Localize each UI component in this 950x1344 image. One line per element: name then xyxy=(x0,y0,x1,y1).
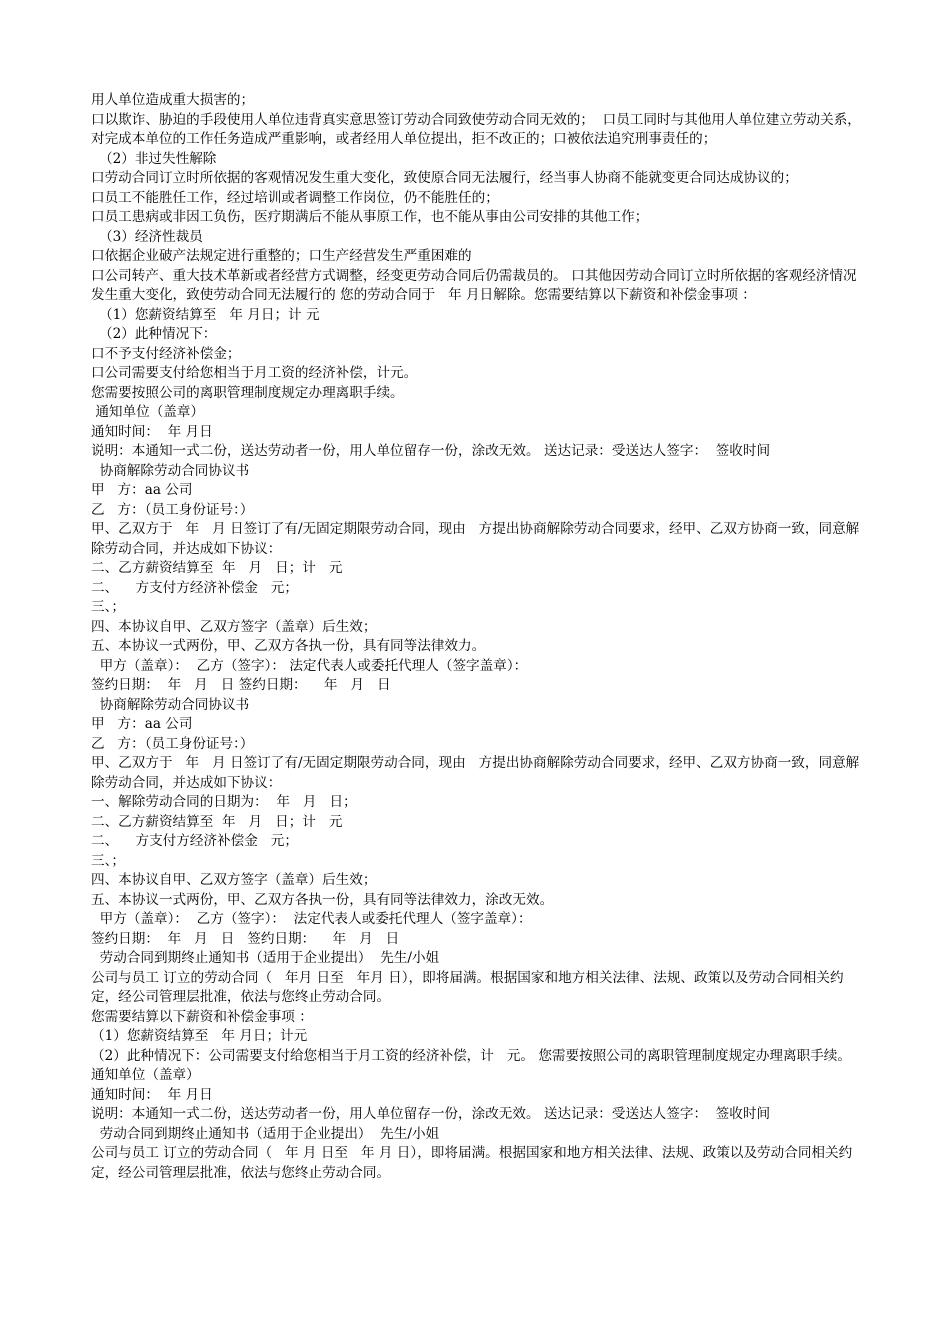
paragraph: 甲 方：aa 公司 xyxy=(91,716,193,732)
paragraph: （2）此种情况下：公司需要支付给您相当于月工资的经济补偿，计 元。 您需要按照公司的离职管理制度规定办理离职手续。 xyxy=(91,1047,851,1064)
document-page xyxy=(91,91,861,1183)
paragraph: （2）非过失性解除 xyxy=(99,150,217,167)
paragraph: 通知单位（盖章） xyxy=(91,404,205,420)
paragraph: 口以欺诈、胁迫的手段使用人单位违背真实意思签订劳动合同致使劳动合同无效的； 口员工同时与其他用人单位建立劳动关系，对完成本单位的工作任务造成严重影响，或者经用人单位提出，拒不改正的；口被依法追究刑事责任的； xyxy=(91,111,861,147)
paragraph: 一、解除劳动合同的日期为： 年 月 日； xyxy=(91,794,357,810)
paragraph: 说明：本通知一式二份，送达劳动者一份，用人单位留存一份，涂改无效。 送达记录：受送达人签字： 签收时间 xyxy=(91,443,771,459)
paragraph: 甲 方：aa 公司 xyxy=(91,482,193,498)
paragraph: 口依据企业破产法规定进行重整的；口生产经营发生严重困难的 xyxy=(91,248,472,264)
paragraph: 通知时间： 年 月日 xyxy=(91,1086,213,1103)
paragraph: 通知时间： 年 月日 xyxy=(91,423,213,440)
paragraph: 口员工不能胜任工作，经过培训或者调整工作岗位，仍不能胜任的； xyxy=(91,189,499,206)
paragraph: 乙 方：（员工身份证号：） xyxy=(91,735,254,752)
paragraph: 签约日期： 年 月 日 签约日期： 年 月 日 xyxy=(91,930,400,947)
paragraph: 劳动合同到期终止通知书（适用于企业提出） 先生/小姐 xyxy=(91,1125,440,1142)
paragraph: 甲方（盖章）： 乙方（签字）： 法定代表人或委托代理人（签字盖章）： xyxy=(91,657,528,674)
paragraph: 乙 方：（员工身份证号：） xyxy=(91,501,254,518)
paragraph: 用人单位造成重大损害的； xyxy=(91,92,255,108)
paragraph: 说明：本通知一式二份，送达劳动者一份，用人单位留存一份，涂改无效。 送达记录：受送达人签字： 签收时间 xyxy=(91,1106,771,1122)
paragraph: 您需要按照公司的离职管理制度规定办理离职手续。 xyxy=(91,384,404,401)
paragraph: 口不予支付经济补偿金； xyxy=(91,345,241,362)
paragraph: 签约日期： 年 月 日 签约日期： 年 月 日 xyxy=(91,677,391,693)
paragraph: 您需要结算以下薪资和补偿金事项 ： xyxy=(91,1008,313,1025)
paragraph: 四、本协议自甲、乙双方签字（盖章）后生效； xyxy=(91,872,377,888)
paragraph: 四、本协议自甲、乙双方签字（盖章）后生效； xyxy=(91,618,377,635)
paragraph: 二、 方支付方经济补偿金 元； xyxy=(91,579,298,596)
paragraph: 五、本协议一式两份，甲、乙双方各执一份，具有同等法律效力，涂改无效。 xyxy=(91,891,554,908)
paragraph: 公司与员工 订立的劳动合同（ 年 月 日至 年 月 日），即将届满。根据国家和地方相关法律、法规、政策以及劳动合同相关约定，经公司管理层批准，依法与您终止劳动合同。 xyxy=(91,1145,853,1181)
paragraph: 公司与员工 订立的劳动合同（ 年月 日至 年月 日），即将届满。根据国家和地方相关法律、法规、政策以及劳动合同相关约定，经公司管理层批准，依法与您终止劳动合同。 xyxy=(91,969,844,1005)
paragraph: 劳动合同到期终止通知书（适用于企业提出） 先生/小姐 xyxy=(91,950,440,966)
paragraph: 甲方（盖章）： 乙方（签字）： 法定代表人或委托代理人（签字盖章）： xyxy=(91,911,532,927)
paragraph: （2）此种情况下： xyxy=(99,326,217,342)
paragraph: 口公司需要支付给您相当于月工资的经济补偿，计元。 xyxy=(91,365,418,381)
paragraph: （3）经济性裁员 xyxy=(99,228,203,245)
paragraph: 五、本协议一式两份，甲、乙双方各执一份，具有同等法律效力。 xyxy=(91,638,486,654)
paragraph: 二、乙方薪资结算至 年 月 日；计 元 xyxy=(91,560,343,576)
paragraph: 口员工患病或非因工负伤，医疗期满后不能从事原工作，也不能从事由公司安排的其他工作； xyxy=(91,209,649,225)
paragraph: （1）您薪资结算至 年 月日；计元 xyxy=(91,1028,308,1044)
paragraph: 二、 方支付方经济补偿金 元； xyxy=(91,833,298,849)
paragraph: 协商解除劳动合同协议书 xyxy=(91,462,250,479)
paragraph: 口公司转产、重大技术革新或者经营方式调整，经变更劳动合同后仍需裁员的。 口其他因劳动合同订立时所依据的客观经济情况发生重大变化，致使劳动合同无法履行的 您的劳动合同于 年 月日解除。您需要结算以下薪资和补偿金事项 ： xyxy=(91,267,857,303)
paragraph: 三、； xyxy=(91,852,125,869)
paragraph: 甲、乙双方于 年 月 日签订了有/无固定期限劳动合同，现由 方提出协商解除劳动合同要求，经甲、乙双方协商一致，同意解除劳动合同，并达成如下协议： xyxy=(91,755,860,791)
paragraph: 三、； xyxy=(91,599,125,615)
paragraph: 甲、乙双方于 年 月 日签订了有/无固定期限劳动合同，现由 方提出协商解除劳动合同要求，经甲、乙双方协商一致，同意解除劳动合同，并达成如下协议： xyxy=(91,521,860,557)
paragraph: 二、乙方薪资结算至 年 月 日；计 元 xyxy=(91,813,343,830)
paragraph: 通知单位（盖章） xyxy=(91,1067,200,1083)
paragraph: 口劳动合同订立时所依据的客观情况发生重大变化，致使原合同无法履行，经当事人协商不能就变更合同达成协议的； xyxy=(91,170,798,186)
paragraph: （1）您薪资结算至 年 月日；计 元 xyxy=(99,306,320,323)
paragraph: 协商解除劳动合同协议书 xyxy=(91,696,250,713)
